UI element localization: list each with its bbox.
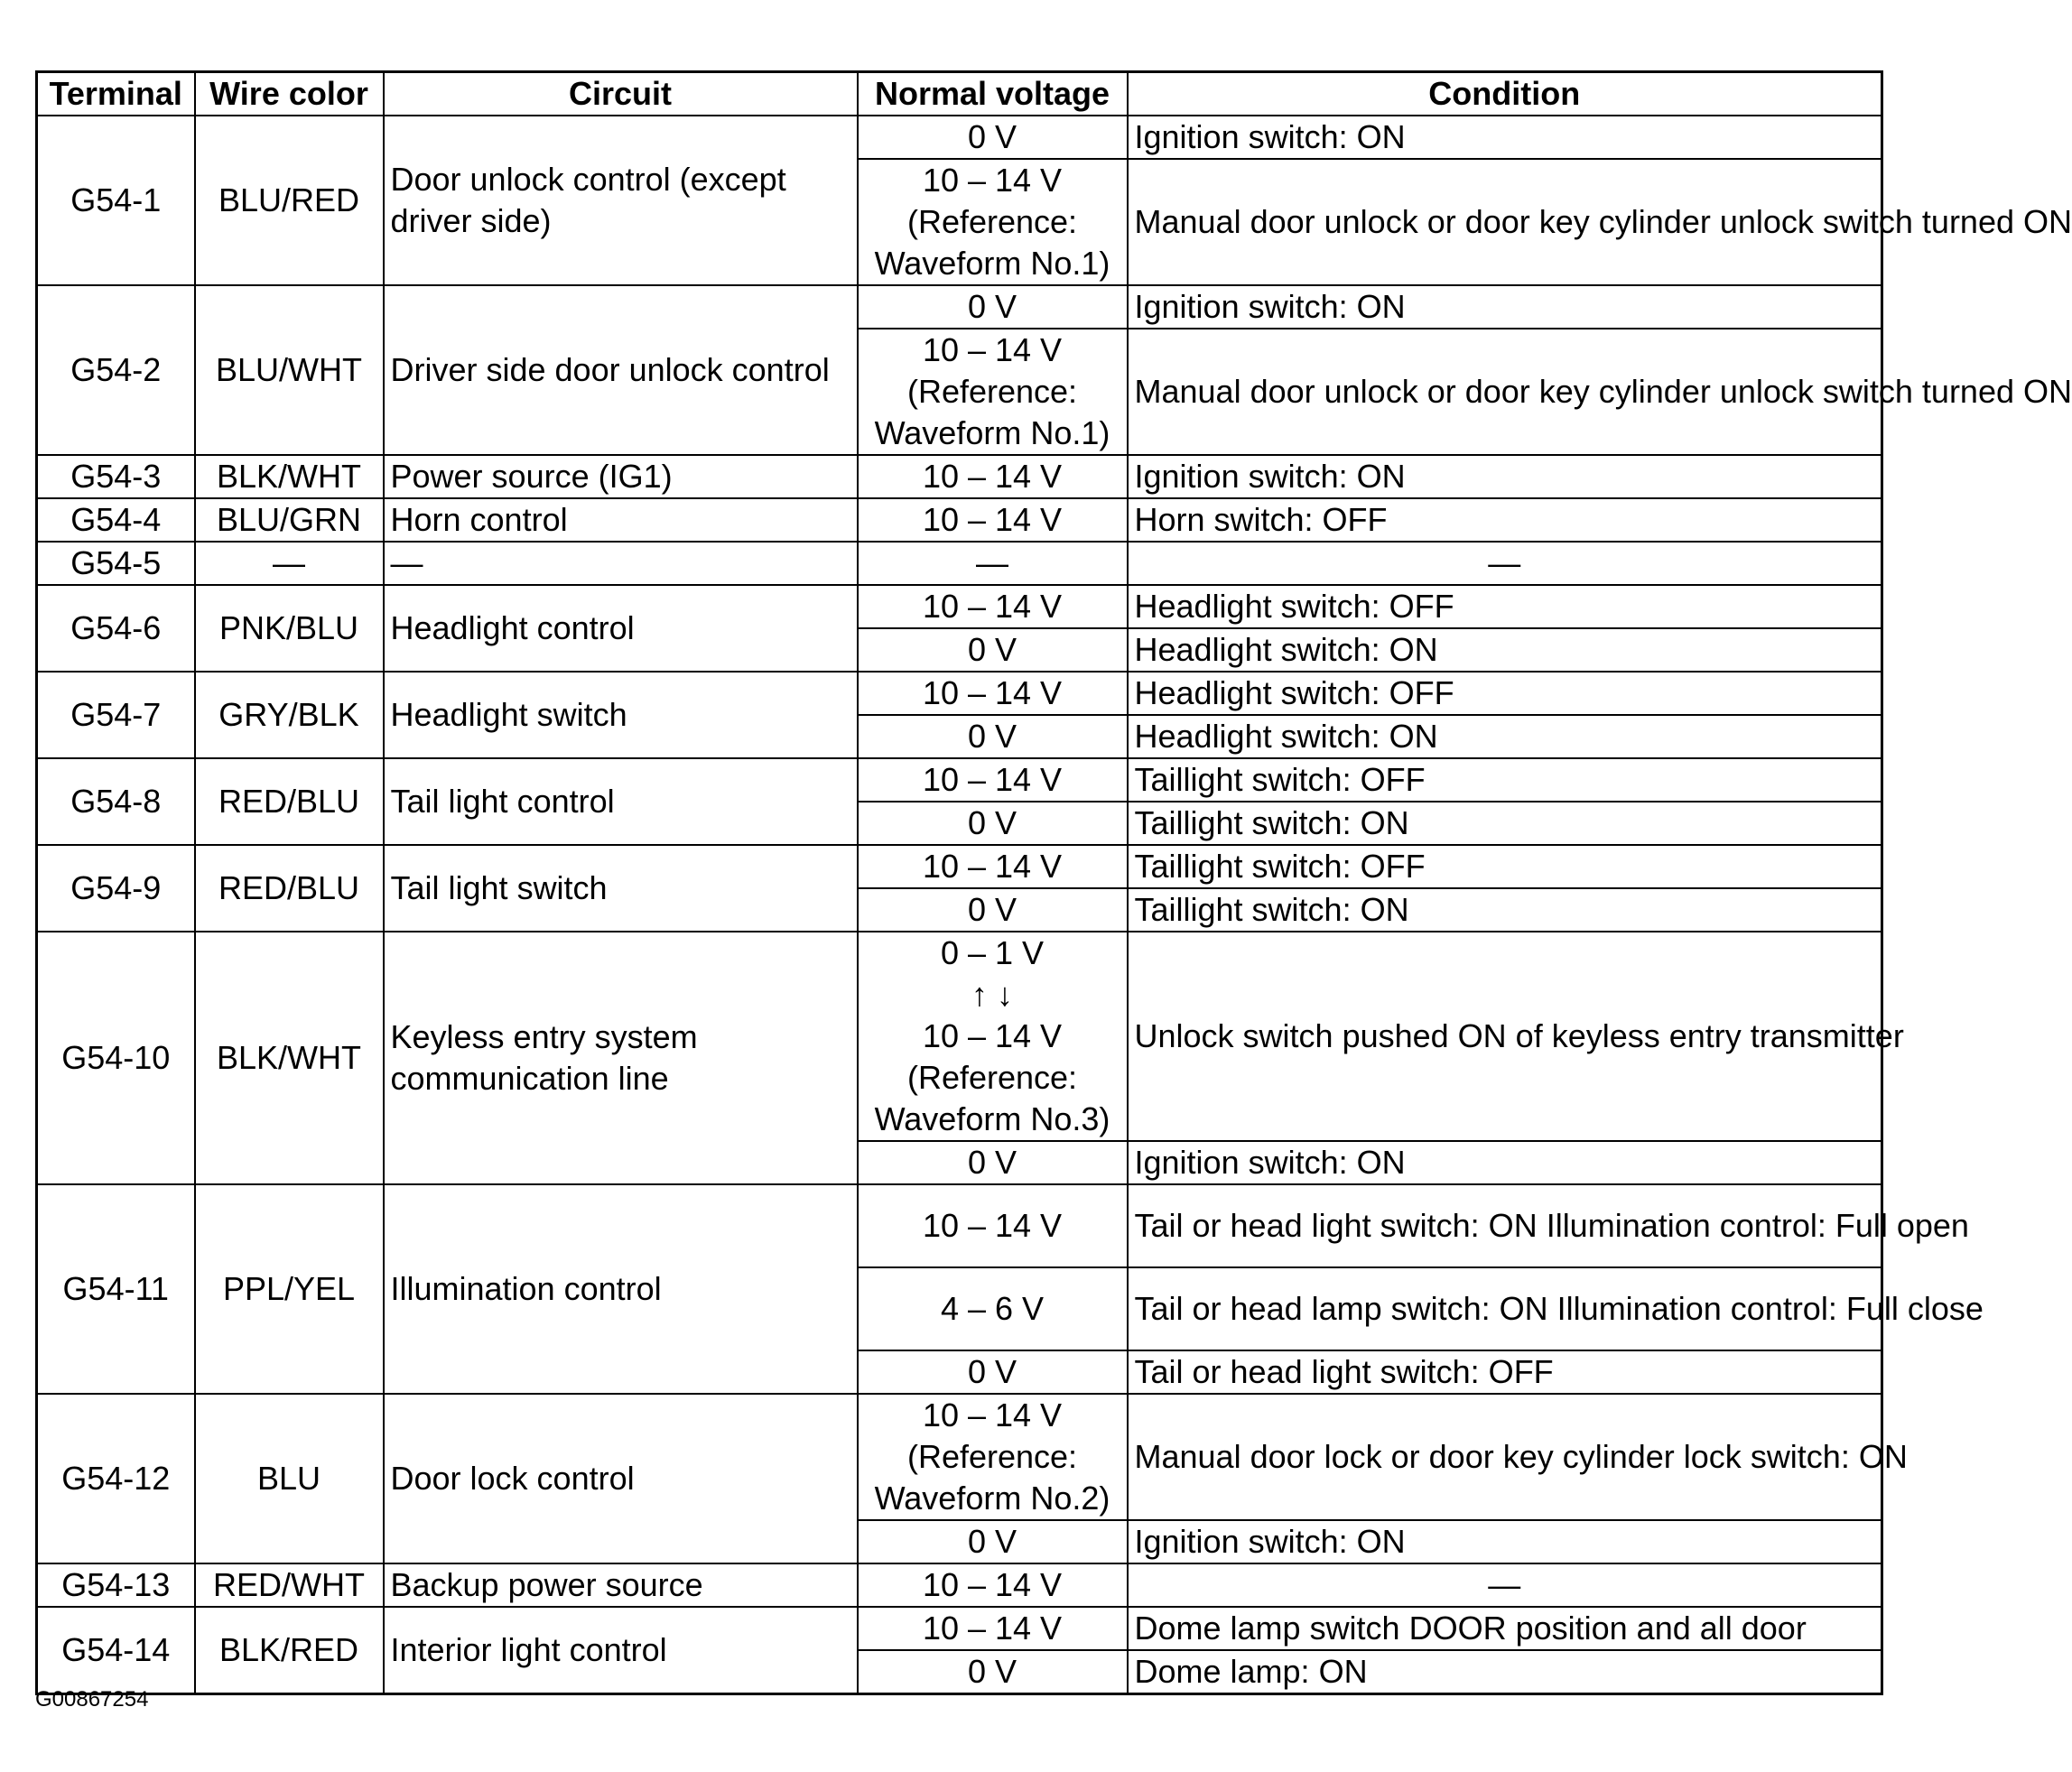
terminal-cell: G54-6 [37,585,195,672]
normal-voltage-cell: 10 – 14 V [858,585,1128,628]
normal-voltage-cell: 0 V [858,1350,1128,1394]
condition-cell: Dome lamp switch DOOR position and all door [1128,1607,1882,1650]
terminal-cell: G54-2 [37,285,195,455]
normal-voltage-cell: 0 V [858,715,1128,758]
circuit-cell: Door unlock control (except driver side) [384,116,858,285]
normal-voltage-cell: 0 V [858,1520,1128,1563]
normal-voltage-cell: 0 V [858,628,1128,672]
table-row [37,585,1882,628]
terminal-cell: G54-12 [37,1394,195,1563]
circuit-cell: Driver side door unlock control [384,285,858,455]
condition-cell: Taillight switch: OFF [1128,758,1882,802]
circuit-cell: Door lock control [384,1394,858,1563]
condition-cell: Tail or head light switch: ON Illumination control: Full open [1128,1184,1882,1267]
condition-cell: Dome lamp: ON [1128,1650,1882,1694]
table-row [37,672,1882,715]
circuit-cell: Tail light control [384,758,858,845]
condition-cell: Taillight switch: ON [1128,802,1882,845]
table-row [37,455,1882,498]
normal-voltage-cell: 10 – 14 V (Reference: Waveform No.1) [858,329,1128,455]
terminal-voltage-table [35,70,2072,1695]
normal-voltage-cell: 0 – 1 V ↑ ↓ 10 – 14 V (Reference: Waveform No.3) [858,932,1128,1141]
condition-cell: Ignition switch: ON [1128,285,1882,329]
terminal-cell: G54-3 [37,455,195,498]
wire-color-cell: — [195,542,384,585]
table-row [37,845,1882,888]
normal-voltage-cell: 10 – 14 V [858,1607,1128,1650]
condition-cell: Ignition switch: ON [1128,116,1882,159]
normal-voltage-cell: 0 V [858,116,1128,159]
terminal-cell: G54-7 [37,672,195,758]
condition-cell: — [1128,1563,1882,1607]
table-body [37,116,2072,1694]
condition-cell: Taillight switch: OFF [1128,845,1882,888]
terminal-cell: G54-4 [37,498,195,542]
table-row [37,498,1882,542]
normal-voltage-cell: 0 V [858,802,1128,845]
wire-color-cell: PNK/BLU [195,585,384,672]
header-normal-voltage: Normal voltage [858,72,1128,116]
normal-voltage-cell: 0 V [858,1650,1128,1694]
normal-voltage-cell: 0 V [858,1141,1128,1184]
condition-cell: Headlight switch: ON [1128,628,1882,672]
circuit-cell: — [384,542,858,585]
normal-voltage-cell: 10 – 14 V [858,498,1128,542]
condition-cell: Manual door unlock or door key cylinder unlock switch turned ON [1128,159,1882,285]
condition-cell: Manual door unlock or door key cylinder unlock switch turned ON [1128,329,1882,455]
terminal-cell: G54-13 [37,1563,195,1607]
table-header-row [37,72,1882,116]
table-row [37,116,1882,159]
normal-voltage-cell: 10 – 14 V [858,1184,1128,1267]
normal-voltage-cell: 0 V [858,888,1128,932]
normal-voltage-cell: 10 – 14 V [858,672,1128,715]
terminal-cell: G54-9 [37,845,195,932]
wire-color-cell: RED/BLU [195,845,384,932]
wire-color-cell: RED/BLU [195,758,384,845]
table-row [37,285,1882,329]
normal-voltage-cell: 10 – 14 V [858,455,1128,498]
normal-voltage-cell: 10 – 14 V [858,758,1128,802]
circuit-cell: Headlight control [384,585,858,672]
condition-cell: Ignition switch: ON [1128,1141,1882,1184]
condition-cell: Headlight switch: OFF [1128,585,1882,628]
condition-cell: Ignition switch: ON [1128,455,1882,498]
header-circuit: Circuit [384,72,858,116]
condition-cell: Headlight switch: OFF [1128,672,1882,715]
table-row [37,1184,1882,1267]
terminal-cell: G54-1 [37,116,195,285]
condition-cell: — [1128,542,1882,585]
wire-color-cell: BLK/WHT [195,932,384,1184]
header-wire-color: Wire color [195,72,384,116]
wire-color-cell: BLU/RED [195,116,384,285]
normal-voltage-cell: 10 – 14 V (Reference: Waveform No.1) [858,159,1128,285]
condition-cell: Horn switch: OFF [1128,498,1882,542]
circuit-cell: Interior light control [384,1607,858,1694]
table-row [37,1563,1882,1607]
wire-color-cell: BLU/GRN [195,498,384,542]
wire-color-cell: BLK/RED [195,1607,384,1694]
normal-voltage-cell: 0 V [858,285,1128,329]
table-row [37,932,1882,1141]
table-row [37,1394,1882,1520]
wire-color-cell: PPL/YEL [195,1184,384,1394]
circuit-cell: Illumination control [384,1184,858,1394]
terminal-cell: G54-5 [37,542,195,585]
condition-cell: Taillight switch: ON [1128,888,1882,932]
condition-cell: Tail or head light switch: OFF [1128,1350,1882,1394]
terminal-cell: G54-10 [37,932,195,1184]
condition-cell: Headlight switch: ON [1128,715,1882,758]
circuit-cell: Horn control [384,498,858,542]
normal-voltage-cell: 10 – 14 V [858,1563,1128,1607]
terminal-cell: G54-8 [37,758,195,845]
table-row [37,542,1882,585]
condition-cell: Ignition switch: ON [1128,1520,1882,1563]
circuit-cell: Headlight switch [384,672,858,758]
wire-color-cell: RED/WHT [195,1563,384,1607]
condition-cell: Manual door lock or door key cylinder lock switch: ON [1128,1394,1882,1520]
table-row [37,758,1882,802]
condition-cell: Unlock switch pushed ON of keyless entry transmitter [1128,932,1882,1141]
terminal-cell: G54-14 [37,1607,195,1694]
circuit-cell: Backup power source [384,1563,858,1607]
circuit-cell: Keyless entry system communication line [384,932,858,1184]
table-row [37,1607,1882,1650]
condition-cell: Tail or head lamp switch: ON Illumination control: Full close [1128,1267,1882,1350]
wire-color-cell: BLU [195,1394,384,1563]
normal-voltage-cell: — [858,542,1128,585]
terminal-cell: G54-11 [37,1184,195,1394]
normal-voltage-cell: 4 – 6 V [858,1267,1128,1350]
normal-voltage-cell: 10 – 14 V [858,845,1128,888]
figure-id: G00867254 [35,1687,149,1712]
wire-color-cell: BLK/WHT [195,455,384,498]
wire-color-cell: GRY/BLK [195,672,384,758]
circuit-cell: Tail light switch [384,845,858,932]
circuit-cell: Power source (IG1) [384,455,858,498]
wire-color-cell: BLU/WHT [195,285,384,455]
header-terminal: Terminal [37,72,195,116]
normal-voltage-cell: 10 – 14 V (Reference: Waveform No.2) [858,1394,1128,1520]
header-condition: Condition [1128,72,1882,116]
